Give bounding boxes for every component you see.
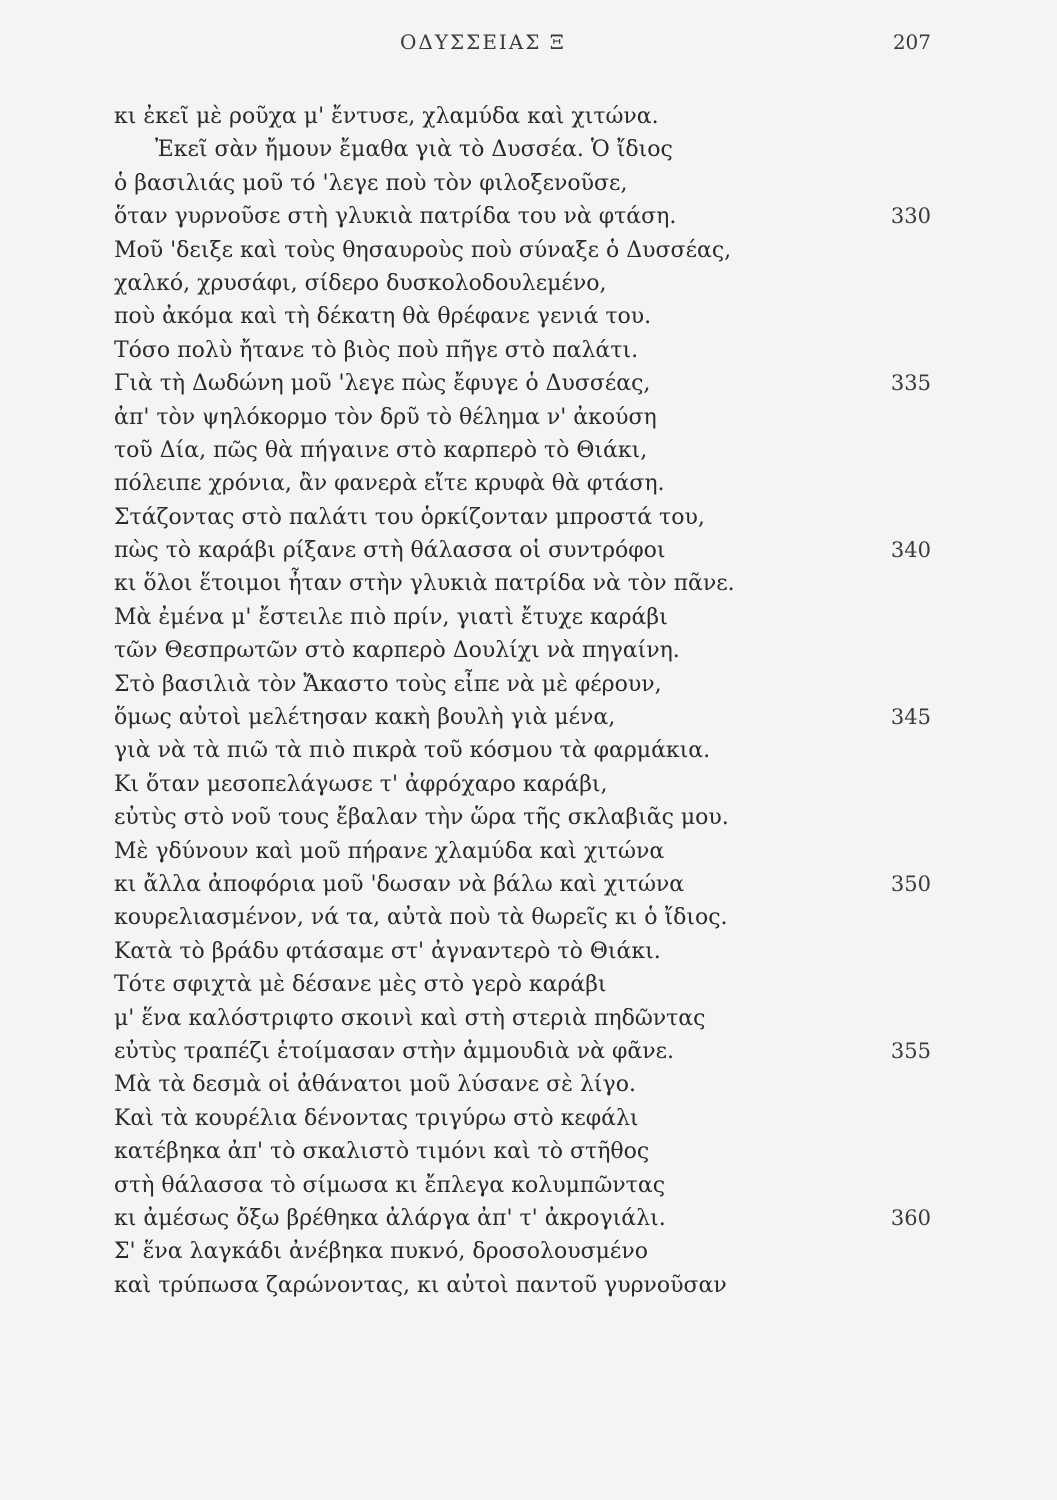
verse-line bbox=[0, 734, 1057, 767]
verse-text: κι ἐκεῖ μὲ ροῦχα μ' ἔντυσε, χλαμύδα καὶ χιτώνα. bbox=[114, 104, 659, 129]
verse-text: Στάζοντας στὸ παλάτι του ὁρκίζονταν μπροστά του, bbox=[114, 504, 705, 530]
verse-line bbox=[0, 300, 1057, 333]
verse-line bbox=[0, 501, 1057, 534]
verse-text: μ' ἕνα καλόστριφτο σκοινὶ καὶ στὴ στεριὰ πηδῶντας bbox=[114, 1005, 706, 1031]
verse-line bbox=[0, 133, 1057, 166]
verse-text: ποὺ ἀκόμα καὶ τὴ δέκατη θὰ θρέφανε γενιά του. bbox=[114, 304, 652, 330]
verse-line bbox=[0, 701, 1057, 734]
verse-line bbox=[0, 868, 1057, 901]
verse-line bbox=[0, 567, 1057, 600]
verse-line bbox=[0, 1002, 1057, 1035]
running-title: ΟΔΥΣΣΕΙΑΣ Ξ bbox=[400, 30, 566, 54]
verse-line bbox=[0, 601, 1057, 634]
line-number: 355 bbox=[890, 1038, 931, 1063]
verse-text: εὐτὺς στὸ νοῦ τους ἔβαλαν τὴν ὥρα τῆς σκλαβιᾶς μου. bbox=[114, 805, 729, 831]
verse-block bbox=[0, 100, 1057, 1302]
verse-text: κι ἄλλα ἀποφόρια μοῦ 'δωσαν νὰ βάλω καὶ χιτώνα bbox=[114, 871, 685, 897]
verse-text: στὴ θάλασσα τὸ σίμωσα κι ἔπλεγα κολυμπῶντας bbox=[114, 1172, 666, 1198]
verse-line bbox=[0, 1169, 1057, 1202]
verse-text: ἀπ' τὸν ψηλόκορμο τὸν δρῦ τὸ θέλημα ν' ἀκούση bbox=[114, 404, 657, 430]
verse-line bbox=[0, 668, 1057, 701]
line-number: 330 bbox=[890, 204, 931, 229]
verse-text: Μὰ τὰ δεσμὰ οἱ ἀθάνατοι μοῦ λύσανε σὲ λίγο. bbox=[114, 1072, 636, 1098]
verse-line bbox=[0, 1269, 1057, 1302]
verse-text: Μὰ ἐμένα μ' ἔστειλε πιὸ πρίν, γιατὶ ἔτυχε καράβι bbox=[114, 604, 668, 630]
verse-line bbox=[0, 968, 1057, 1001]
verse-text: Ἐκεῖ σὰν ἤμουν ἔμαθα γιὰ τὸ Δυσσέα. Ὁ ἴδιος bbox=[155, 137, 673, 163]
verse-text: πόλειπε χρόνια, ἂν φανερὰ εἴτε κρυφὰ θὰ φτάση. bbox=[114, 471, 665, 497]
verse-text: κουρελιασμένον, νά τα, αὐτὰ ποὺ τὰ θωρεῖς κι ὁ ἴδιος. bbox=[114, 905, 728, 931]
verse-line bbox=[0, 901, 1057, 934]
verse-text: Μὲ γδύνουν καὶ μοῦ πήρανε χλαμύδα καὶ χιτώνα bbox=[114, 838, 665, 864]
line-number: 335 bbox=[890, 371, 931, 396]
verse-line bbox=[0, 1102, 1057, 1135]
verse-line bbox=[0, 1068, 1057, 1101]
line-number: 340 bbox=[890, 538, 931, 563]
verse-text: κατέβηκα ἀπ' τὸ σκαλιστὸ τιμόνι καὶ τὸ στῆθος bbox=[114, 1139, 650, 1165]
verse-text: Γιὰ τὴ Δωδώνη μοῦ 'λεγε πὼς ἔφυγε ὁ Δυσσέας, bbox=[114, 371, 651, 397]
verse-text: κι ὅλοι ἕτοιμοι ἦταν στὴν γλυκιὰ πατρίδα νὰ τὸν πᾶνε. bbox=[114, 571, 735, 597]
verse-line bbox=[0, 801, 1057, 834]
verse-line bbox=[0, 1202, 1057, 1235]
running-head bbox=[0, 30, 1057, 60]
verse-line bbox=[0, 467, 1057, 500]
verse-text: Σ' ἕνα λαγκάδι ἀνέβηκα πυκνό, δροσολουσμένο bbox=[114, 1239, 648, 1265]
verse-text: Στὸ βασιλιὰ τὸν Ἄκαστο τοὺς εἶπε νὰ μὲ φέρουν, bbox=[114, 671, 662, 697]
verse-line bbox=[0, 234, 1057, 267]
verse-text: πὼς τὸ καράβι ρίξανε στὴ θάλασσα οἱ συντρόφοι bbox=[114, 538, 666, 564]
line-number: 350 bbox=[890, 871, 931, 896]
verse-line bbox=[0, 100, 1057, 133]
verse-text: Μοῦ 'δειξε καὶ τοὺς θησαυροὺς ποὺ σύναξε ὁ Δυσσέας, bbox=[114, 237, 732, 263]
verse-line bbox=[0, 634, 1057, 667]
verse-line bbox=[0, 1035, 1057, 1068]
verse-text: Κι ὅταν μεσοπελάγωσε τ' ἀφρόχαρο καράβι, bbox=[114, 771, 608, 797]
verse-text: τοῦ Δία, πῶς θὰ πήγαινε στὸ καρπερὸ τὸ Θιάκι, bbox=[114, 437, 648, 463]
verse-text: ὅταν γυρνοῦσε στὴ γλυκιὰ πατρίδα του νὰ φτάση. bbox=[114, 204, 677, 230]
line-number: 360 bbox=[890, 1205, 931, 1230]
verse-line bbox=[0, 401, 1057, 434]
line-number: 345 bbox=[890, 705, 931, 730]
verse-text: καὶ τρύπωσα ζαρώνοντας, κι αὐτοὶ παντοῦ γυρνοῦσαν bbox=[114, 1272, 727, 1298]
verse-line bbox=[0, 1235, 1057, 1268]
verse-line bbox=[0, 835, 1057, 868]
verse-text: Καὶ τὰ κουρέλια δένοντας τριγύρω στὸ κεφάλι bbox=[114, 1105, 639, 1131]
verse-text: εὐτὺς τραπέζι ἑτοίμασαν στὴν ἀμμουδιὰ νὰ φᾶνε. bbox=[114, 1038, 675, 1064]
verse-line bbox=[0, 200, 1057, 233]
verse-line bbox=[0, 267, 1057, 300]
verse-text: κι ἀμέσως ὄξω βρέθηκα ἀλάργα ἀπ' τ' ἀκρογιάλι. bbox=[114, 1205, 666, 1231]
verse-line bbox=[0, 534, 1057, 567]
verse-line bbox=[0, 434, 1057, 467]
verse-text: χαλκό, χρυσάφι, σίδερο δυσκολοδουλεμένο, bbox=[114, 270, 607, 296]
verse-text: Τόσο πολὺ ἤτανε τὸ βιὸς ποὺ πῆγε στὸ παλάτι. bbox=[114, 337, 639, 363]
verse-line bbox=[0, 334, 1057, 367]
verse-text: τῶν Θεσπρωτῶν στὸ καρπερὸ Δουλίχι νὰ πηγαίνη. bbox=[114, 638, 680, 664]
verse-text: ὅμως αὐτοὶ μελέτησαν κακὴ βουλὴ γιὰ μένα, bbox=[114, 705, 616, 731]
verse-line bbox=[0, 367, 1057, 400]
page-number: 207 bbox=[892, 30, 931, 54]
verse-line bbox=[0, 768, 1057, 801]
verse-line bbox=[0, 1135, 1057, 1168]
verse-line bbox=[0, 167, 1057, 200]
verse-line bbox=[0, 935, 1057, 968]
verse-text: ὁ βασιλιάς μοῦ τό 'λεγε ποὺ τὸν φιλοξενοῦσε, bbox=[114, 170, 628, 196]
verse-text: γιὰ νὰ τὰ πιῶ τὰ πιὸ πικρὰ τοῦ κόσμου τὰ φαρμάκια. bbox=[114, 738, 711, 764]
verse-text: Κατὰ τὸ βράδυ φτάσαμε στ' ἀγναντερὸ τὸ Θιάκι. bbox=[114, 938, 661, 964]
verse-text: Τότε σφιχτὰ μὲ δέσανε μὲς στὸ γερὸ καράβι bbox=[114, 972, 607, 998]
